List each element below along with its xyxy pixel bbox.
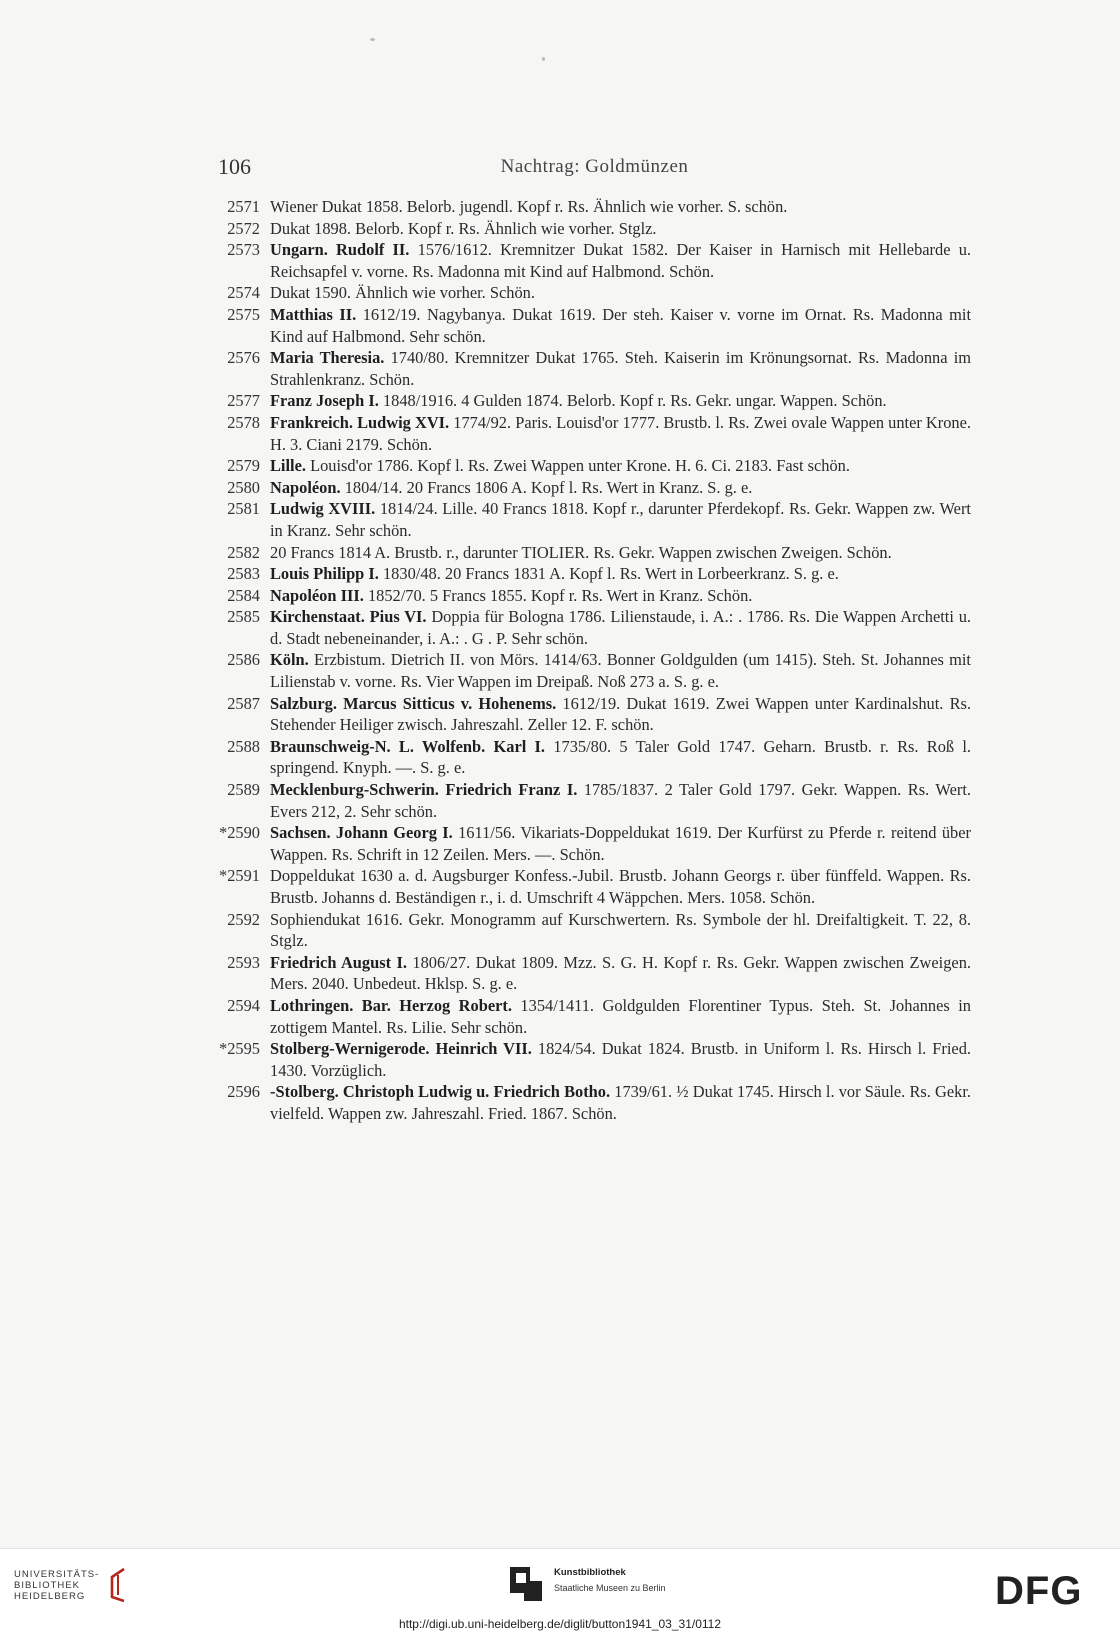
catalog-entry — [210, 542, 971, 564]
entry-text: 1804/14. 20 Francs 1806 A. Kopf l. Rs. Wert in Kranz. S. g. e. — [344, 477, 753, 497]
entry-description — [270, 390, 971, 412]
entry-text: 1852/70. 5 Francs 1855. Kopf r. Rs. Wert in Kranz. Schön. — [367, 585, 753, 605]
entry-description — [270, 239, 971, 282]
entry-heading: Ungarn. Rudolf II. — [270, 240, 410, 260]
catalog-entry — [210, 865, 971, 908]
entry-text: 1739/61. ½ Dukat 1745. Hirsch l. vor Säule. Rs. Gekr. vielfeld. Wappen zw. Jahreszahl. Fried. 1867. Schön. — [270, 1082, 971, 1123]
catalog-entry — [210, 239, 971, 282]
entry-text: Sophiendukat 1616. Gekr. Monogramm auf Kurschwertern. Rs. Symbole der hl. Dreifaltigkeit. T. 22, 8. Stglz. — [270, 909, 971, 951]
entry-heading: Kirchenstaat. Pius VI. — [270, 607, 427, 627]
entry-description — [270, 606, 971, 649]
catalog-entry — [210, 822, 971, 865]
entry-number: 2594 — [227, 995, 260, 1015]
entry-number: 2577 — [227, 391, 260, 411]
catalog-entry — [210, 196, 971, 218]
entry-text: Dukat 1590. Ähnlich wie vorher. Schön. — [270, 283, 535, 303]
kunstbibliothek-subtitle: Staatliche Museen zu Berlin — [554, 1583, 666, 1593]
entry-heading: Sachsen. Johann Georg I. — [270, 823, 453, 843]
kunstbibliothek-emblem-icon — [510, 1567, 546, 1603]
entry-number: 2574 — [227, 283, 260, 303]
entry-text: Doppia für Bologna 1786. Lilienstaude, i. A.: . 1786. Rs. Die Wappen Archetti u. d. Stadt nebeneinander, i. A.: . G . P. Sehr schön. — [270, 607, 971, 648]
entry-text: Wiener Dukat 1858. Belorb. jugendl. Kopf r. Rs. Ähnlich wie vorher. S. schön. — [270, 197, 788, 216]
entry-number: 2586 — [227, 650, 260, 670]
catalog-entry — [210, 952, 971, 995]
catalog-entry — [210, 455, 971, 477]
entry-number: 2575 — [227, 304, 260, 324]
entry-heading: Friedrich August I. — [270, 952, 407, 972]
university-library-logo — [14, 1569, 99, 1602]
entry-number: 2573 — [227, 240, 260, 260]
page-number: 106 — [218, 154, 251, 179]
entry-description — [270, 1038, 971, 1081]
entry-description — [270, 995, 971, 1038]
entry-description — [270, 865, 971, 908]
kunstbibliothek-logo — [510, 1565, 670, 1601]
entry-heading: Lothringen. Bar. Herzog Robert. — [270, 995, 512, 1015]
catalog-entry — [210, 282, 971, 304]
entry-heading: Stolberg-Wernigerode. Heinrich VII. — [270, 1039, 532, 1059]
footer-bar — [0, 1548, 1120, 1633]
entry-number: 2581 — [227, 499, 260, 519]
entry-number: 2585 — [227, 607, 260, 627]
university-emblem-icon — [104, 1567, 132, 1603]
catalog-entry — [210, 498, 971, 541]
scan-speck — [370, 38, 375, 41]
entry-number: 2582 — [227, 542, 260, 562]
entry-heading: Frankreich. Ludwig XVI. — [270, 412, 450, 432]
entry-text: 1824/54. Dukat 1824. Brustb. in Uniform l. Rs. Hirsch l. Fried. 1430. Vorzüglich. — [270, 1039, 971, 1080]
entry-description — [270, 498, 971, 541]
dfg-logo: DFG — [995, 1569, 1083, 1613]
entry-description — [270, 347, 971, 390]
entry-heading: Köln. — [270, 650, 309, 670]
entry-number: 2587 — [227, 693, 260, 713]
uni-logo-line: HEIDELBERG — [14, 1591, 86, 1602]
entry-text: 1611/56. Vikariats-Doppeldukat 1619. Der Kurfürst zu Pferde r. reitend über Wappen. Rs. Schrift in 12 Zeilen. Mers. —. Schön. — [270, 823, 971, 864]
catalog-entry — [210, 909, 971, 952]
entry-description — [270, 304, 971, 347]
catalog-entry — [210, 779, 971, 822]
entry-description — [270, 218, 971, 240]
catalog-entry — [210, 218, 971, 240]
entry-text: 1612/19. Nagybanya. Dukat 1619. Der steh. Kaiser v. vorne im Ornat. Rs. Madonna mit Kind auf Halbmond. Sehr schön. — [270, 304, 971, 346]
entry-text: 1806/27. Dukat 1809. Mzz. S. G. H. Kopf r. Rs. Gekr. Wappen zwischen Zweigen. Mers. 2040. Unbedeut. Hklsp. S. g. e. — [270, 952, 971, 994]
entry-number: 2589 — [227, 780, 260, 800]
catalog-entries — [210, 196, 971, 1125]
entry-description — [270, 693, 971, 736]
catalog-entry — [210, 563, 971, 585]
entry-text: 1774/92. Paris. Louisd'or 1777. Brustb. l. Rs. Zwei ovale Wappen unter Krone. H. 3. Ciani 2179. Schön. — [270, 412, 971, 454]
entry-text: 1814/24. Lille. 40 Francs 1818. Kopf r., darunter Pferdekopf. Rs. Gekr. Wappen zw. Wert in Kranz. Sehr schön. — [270, 499, 971, 540]
catalog-entry — [210, 477, 971, 499]
entry-number: *2591 — [219, 866, 260, 886]
catalog-entry — [210, 412, 971, 455]
catalog-entry — [210, 304, 971, 347]
entry-number: 2593 — [227, 952, 260, 972]
uni-logo-line: BIBLIOTHEK — [14, 1580, 80, 1591]
entry-description — [270, 282, 971, 304]
entry-number: *2595 — [219, 1039, 260, 1059]
entry-heading: Braunschweig-N. L. Wolfenb. Karl I. — [270, 736, 546, 756]
catalog-entry — [210, 585, 971, 607]
entry-number: 2571 — [227, 197, 260, 216]
entry-heading: Salzburg. Marcus Sitticus v. Hohenems. — [270, 693, 557, 713]
entry-heading: Ludwig XVIII. — [270, 499, 376, 519]
entry-number: 2592 — [227, 909, 260, 929]
catalog-entry — [210, 693, 971, 736]
entry-description — [270, 736, 971, 779]
running-title: Nachtrag: Goldmünzen — [500, 156, 689, 177]
entry-text: 1848/1916. 4 Gulden 1874. Belorb. Kopf r. Rs. Gekr. ungar. Wappen. Schön. — [382, 391, 887, 411]
entry-heading: Napoléon. — [270, 477, 341, 497]
entry-description — [270, 952, 971, 995]
entry-text: 1785/1837. 2 Taler Gold 1797. Gekr. Wappen. Rs. Wert. Evers 212, 2. Sehr schön. — [270, 780, 971, 821]
page-header — [218, 154, 971, 184]
entry-description — [270, 822, 971, 865]
entry-heading: Louis Philipp I. — [270, 564, 379, 584]
entry-description — [270, 542, 971, 564]
entry-number: 2572 — [227, 218, 260, 238]
permalink-url[interactable]: http://digi.ub.uni-heidelberg.de/diglit/button1941_03_31/0112 — [398, 1617, 722, 1631]
entry-description — [270, 455, 971, 477]
entry-text: 1830/48. 20 Francs 1831 A. Kopf l. Rs. Wert in Lorbeerkranz. S. g. e. — [382, 564, 839, 584]
entry-text: 1612/19. Dukat 1619. Zwei Wappen unter Kardinalshut. Rs. Stehender Heiliger zwisch. Jahreszahl. Zeller 12. F. schön. — [270, 693, 971, 735]
entry-description — [270, 909, 971, 952]
entry-text: 1354/1411. Goldgulden Florentiner Typus. Steh. St. Johannes in zottigem Mantel. Rs. Lilie. Sehr schön. — [270, 995, 971, 1037]
entry-text: 1740/80. Kremnitzer Dukat 1765. Steh. Kaiserin im Krönungsornat. Rs. Madonna im Strahlenkranz. Schön. — [270, 348, 971, 389]
catalog-entry — [210, 1038, 971, 1081]
entry-heading: Lille. — [270, 456, 306, 476]
entry-text: 1735/80. 5 Taler Gold 1747. Geharn. Brustb. r. Rs. Roß l. springend. Knyph. —. S. g. e. — [270, 736, 972, 778]
entry-text: Louisd'or 1786. Kopf l. Rs. Zwei Wappen unter Krone. H. 6. Ci. 2183. Fast schön. — [310, 456, 850, 476]
entry-text: 1576/1612. Kremnitzer Dukat 1582. Der Kaiser in Harnisch mit Hellebarde u. Reichsapfel v. vorne. Rs. Madonna mit Kind auf Halbmond. Schön. — [270, 240, 971, 281]
entry-text: Dukat 1898. Belorb. Kopf r. Rs. Ähnlich wie vorher. Stglz. — [270, 218, 657, 238]
entry-text: 20 Francs 1814 A. Brustb. r., darunter TIOLIER. Rs. Gekr. Wappen zwischen Zweigen. Schön. — [270, 542, 892, 562]
entry-number: 2580 — [227, 477, 260, 497]
entry-heading: Maria Theresia. — [270, 348, 385, 368]
entry-heading: Mecklenburg-Schwerin. Friedrich Franz I. — [270, 780, 578, 800]
catalog-entry — [210, 736, 971, 779]
entry-heading: Matthias II. — [270, 304, 357, 324]
entry-number: 2583 — [227, 564, 260, 584]
entry-heading: Napoléon III. — [270, 585, 364, 605]
entry-number: 2576 — [227, 348, 260, 368]
catalog-entry — [210, 390, 971, 412]
entry-description — [270, 649, 971, 692]
entry-description — [270, 585, 971, 607]
entry-heading: Franz Joseph I. — [270, 391, 379, 411]
entry-number: 2588 — [227, 736, 260, 756]
entry-text: Erzbistum. Dietrich II. von Mörs. 1414/63. Bonner Goldgulden (um 1415). Steh. St. Johannes mit Lilienstab v. vorne. Rs. Vier Wappen im Dreipaß. Noß 273 a. S. g. e. — [270, 650, 971, 692]
entry-text: Doppeldukat 1630 a. d. Augsburger Konfess.-Jubil. Brustb. Johann Georgs r. über fünffeld. Wappen. Rs. Brustb. Johanns d. Beständigen r., i. d. Umschrift 4 Wäppchen. Mers. 1058. Schön. — [270, 866, 971, 907]
kunstbibliothek-title: Kunstbibliothek — [554, 1567, 626, 1578]
catalog-entry — [210, 1081, 971, 1124]
entry-description — [270, 779, 971, 822]
catalog-entry — [210, 606, 971, 649]
scan-speck — [542, 57, 545, 61]
entry-description — [270, 196, 971, 218]
entry-number: 2578 — [227, 412, 260, 432]
entry-number: 2584 — [227, 585, 260, 605]
entry-number: 2579 — [227, 456, 260, 476]
uni-logo-line: UNIVERSITÄTS- — [14, 1569, 100, 1580]
entry-description — [270, 563, 971, 585]
entry-description — [270, 412, 971, 455]
entry-number: *2590 — [219, 823, 260, 843]
catalog-entry — [210, 995, 971, 1038]
catalog-entry — [210, 649, 971, 692]
entry-description — [270, 1081, 971, 1124]
entry-description — [270, 477, 971, 499]
entry-number: 2596 — [227, 1082, 260, 1102]
entry-heading: -Stolberg. Christoph Ludwig u. Friedrich Botho. — [270, 1082, 611, 1102]
catalog-entry — [210, 347, 971, 390]
